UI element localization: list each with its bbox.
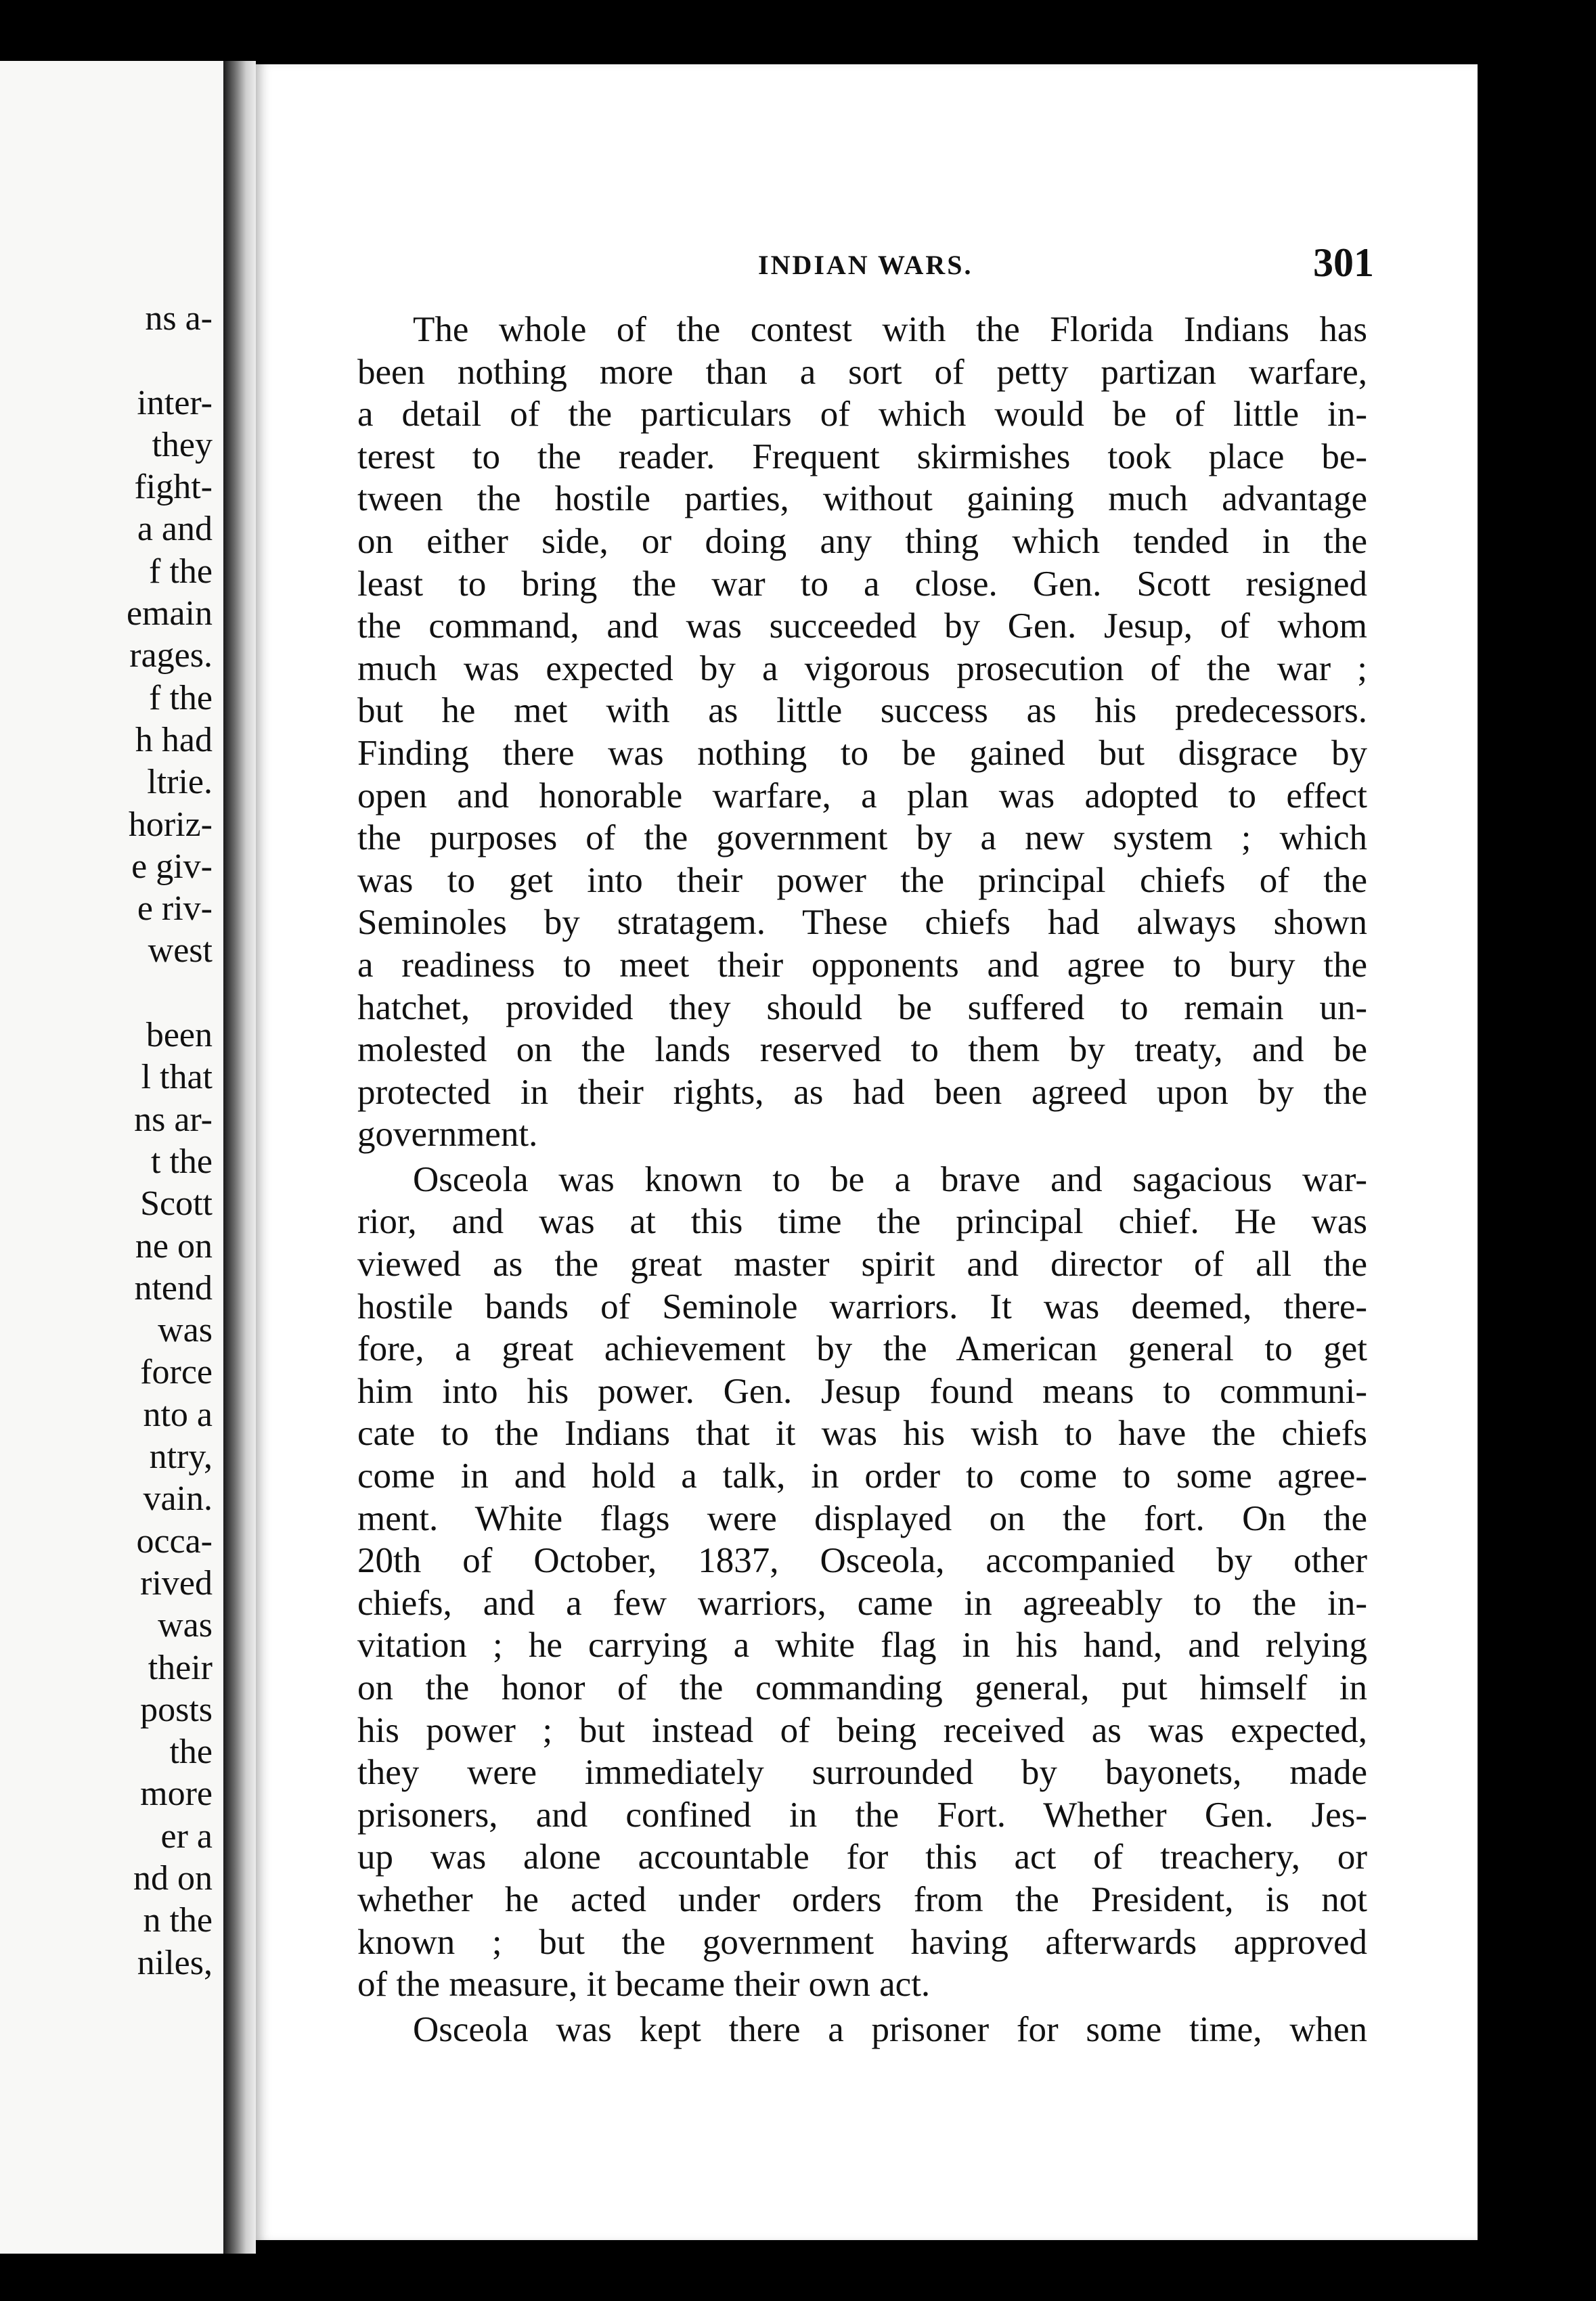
paragraph [357, 309, 1367, 1156]
left-page-fragment: occa- [136, 1521, 213, 1561]
left-page-fragment: nd on [133, 1858, 213, 1898]
paragraph [357, 2009, 1367, 2051]
left-page-fragment: inter- [137, 383, 213, 422]
running-head: INDIAN WARS. [758, 250, 973, 280]
text-line: Osceola was kept there a prisoner for some time, when [413, 2009, 1367, 2049]
text-line: government. [357, 1115, 538, 1155]
left-page-fragment: their [148, 1648, 213, 1687]
text-line: been nothing more than a sort of petty partizan warfare, [357, 352, 1367, 392]
text-line: 20th of October, 1837, Osceola, accompanied by other [357, 1541, 1367, 1581]
text-line: his power ; but instead of being received as was expected, [357, 1710, 1367, 1750]
left-page-fragments [127, 298, 213, 1984]
text-line: tween the hostile parties, without gaining much advantage [357, 479, 1367, 519]
left-page-fragment: fight- [134, 468, 213, 507]
left-page-fragment: the [169, 1733, 213, 1772]
body-text [357, 309, 1367, 2051]
left-page-fragment: e riv- [137, 889, 213, 929]
text-line: open and honorable warfare, a plan was adopted to effect [357, 776, 1367, 816]
text-line: hatchet, provided they should be suffered to remain un- [357, 987, 1367, 1027]
left-page-fragment: ns ar- [134, 1100, 213, 1139]
left-page-fragment: nto a [143, 1395, 213, 1434]
left-page-fragment: ns a- [145, 299, 213, 338]
text-line: rior, and was at this time the principal chief. He was [357, 1202, 1367, 1242]
text-line: cate to the Indians that it was his wish to have the chiefs [357, 1414, 1367, 1454]
left-page-fragment: posts [140, 1690, 213, 1729]
text-line: was to get into their power the principal chiefs of the [357, 860, 1367, 900]
text-line: molested on the lands reserved to them by treaty, and be [357, 1030, 1367, 1070]
left-page-fragment: more [140, 1774, 213, 1814]
text-line: known ; but the government having afterwards approved [357, 1922, 1367, 1962]
left-page-fragment: e giv- [131, 847, 213, 886]
left-page-fragment: rived [140, 1563, 213, 1603]
left-page-fragment: vain. [143, 1479, 213, 1519]
left-page-fragment: f the [149, 552, 213, 591]
text-line: come in and hold a talk, in order to come to some agree- [357, 1456, 1367, 1496]
paragraph [357, 1159, 1367, 2006]
text-line: hostile bands of Seminole warriors. It was deemed, there- [357, 1287, 1367, 1326]
text-line: terest to the reader. Frequent skirmishes took place be- [357, 437, 1367, 476]
text-line: a readiness to meet their opponents and agree to bury the [357, 945, 1367, 985]
left-page-fragment: n the [143, 1901, 213, 1940]
page-number: 301 [1313, 240, 1374, 285]
text-line: the command, and was succeeded by Gen. Jesup, of whom [357, 606, 1367, 646]
text-line: Osceola was known to be a brave and sagacious war- [413, 1159, 1367, 1199]
text-line: vitation ; he carrying a white flag in his hand, and relying [357, 1626, 1367, 1666]
left-page-fragment: t the [151, 1142, 213, 1181]
text-line: prisoners, and confined in the Fort. Whether Gen. Jes- [357, 1795, 1367, 1835]
left-page-fragment: ntend [134, 1268, 213, 1308]
text-line: chiefs, and a few warriors, came in agreeably to the in- [357, 1583, 1367, 1623]
left-page-fragment: ltrie. [147, 763, 213, 802]
text-line: ment. White flags were displayed on the fort. On the [357, 1498, 1367, 1538]
left-page-fragment: a and [137, 510, 213, 549]
left-page-fragment: horiz- [128, 805, 213, 844]
left-page-edge [0, 61, 227, 2254]
text-line: him into his power. Gen. Jesup found means to communi- [357, 1371, 1367, 1411]
left-page-fragment: was [158, 1311, 213, 1350]
text-line: whether he acted under orders from the President, is not [357, 1879, 1367, 1919]
text-line: Finding there was nothing to be gained but disgrace by [357, 733, 1367, 773]
left-page-fragment [127, 973, 213, 1014]
text-line: on either side, or doing any thing which tended in the [357, 521, 1367, 561]
text-line: Seminoles by stratagem. These chiefs had always shown [357, 903, 1367, 943]
text-line: of the measure, it became their own act. [357, 1965, 931, 2005]
text-line: but he met with as little success as his predecessors. [357, 691, 1367, 731]
left-page-fragment: er a [160, 1816, 213, 1856]
left-page-fragment: Scott [140, 1184, 213, 1224]
left-page-fragment: been [146, 1016, 213, 1055]
left-page-fragment: was [158, 1606, 213, 1645]
left-page-fragment: they [152, 425, 213, 464]
text-line: The whole of the contest with the Florida Indians has [413, 310, 1367, 349]
left-page-fragment: rages. [129, 636, 213, 675]
text-line: much was expected by a vigorous prosecution of the war ; [357, 648, 1367, 688]
text-line: protected in their rights, as had been agreed upon by the [357, 1072, 1367, 1112]
book-gutter [223, 61, 256, 2254]
text-line: up was alone accountable for this act of treachery, or [357, 1837, 1367, 1877]
text-line: on the honor of the commanding general, put himself in [357, 1668, 1367, 1707]
text-line: they were immediately surrounded by bayonets, made [357, 1753, 1367, 1793]
left-page-fragment: l that [141, 1058, 213, 1097]
page-header [365, 240, 1374, 298]
left-page-fragment [127, 340, 213, 382]
left-page-fragment: ntry, [149, 1437, 213, 1477]
left-page-fragment: ne on [135, 1226, 213, 1266]
text-line: least to bring the war to a close. Gen. Scott resigned [357, 564, 1367, 604]
left-page-fragment: niles, [137, 1943, 213, 1982]
text-line: the purposes of the government by a new system ; which [357, 818, 1367, 858]
text-line: viewed as the great master spirit and director of all the [357, 1245, 1367, 1284]
text-line: a detail of the particulars of which would be of little in- [357, 395, 1367, 434]
left-page-fragment: f the [149, 678, 213, 717]
left-page-fragment: h had [135, 720, 213, 759]
left-page-fragment: force [140, 1353, 213, 1392]
left-page-fragment: west [148, 931, 213, 970]
text-line: fore, a great achievement by the American general to get [357, 1329, 1367, 1369]
left-page-fragment: emain [126, 594, 213, 633]
